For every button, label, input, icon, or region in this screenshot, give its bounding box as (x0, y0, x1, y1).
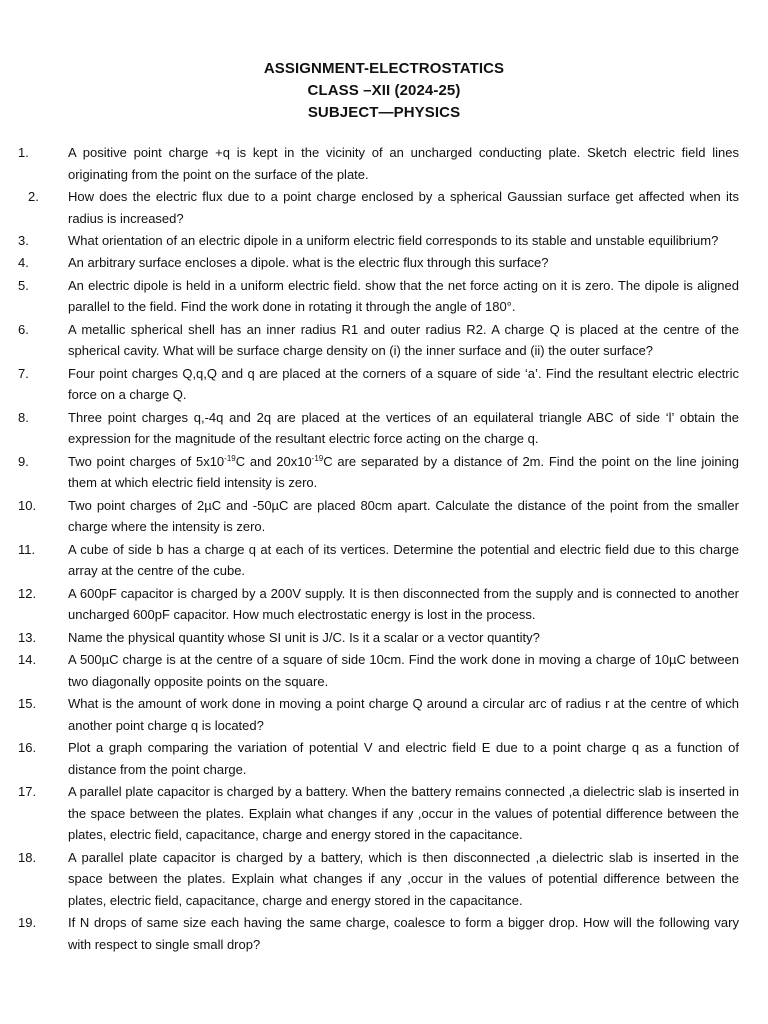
question-number: 14. (18, 651, 37, 667)
question-text: A parallel plate capacitor is charged by a battery. When the battery remains connected ,a dielectric slab is inserted in the space between the plates. Explain what changes if any ,occur in the values of potential difference between the plates, electric field, capacitance, charge and energy stored in the capacitance. (68, 783, 739, 843)
question-number: 16. (18, 739, 37, 755)
question-text: How does the electric flux due to a point charge enclosed by a spherical Gaussian surface get affected when its radius is increased? (68, 189, 739, 226)
assignment-title: ASSIGNMENT-ELECTROSTATICS (263, 60, 505, 77)
question-text (68, 451, 739, 494)
question-item-8 (0, 407, 768, 450)
question-text: Four point charges Q,q,Q and q are placed at the corners of a square of side ‘a’. Find the resultant electric electric force on a charge Q. (68, 365, 739, 403)
question-number: 6. (18, 321, 29, 337)
question-list (0, 142, 768, 956)
question-text: If N drops of same size each having the same charge, coalesce to form a bigger drop. How will the following vary with respect to single small drop? (68, 915, 739, 952)
question-item-10 (0, 495, 768, 538)
question-item-7 (0, 363, 768, 406)
question-text: An electric dipole is held in a uniform electric field. show that the net force acting on it is zero. The dipole is aligned parallel to the field. Find the work done in rotating it through the angle of 180°. (68, 277, 739, 315)
question-number: 18. (18, 849, 37, 865)
question-text: Two point charges of 2µC and -50µC are placed 80cm apart. Calculate the distance of the point from the smaller charge where the intensity is zero. (68, 497, 739, 535)
question-item-2 (0, 186, 768, 229)
question-text: Plot a graph comparing the variation of potential V and electric field E due to a point charge q as a function of distance from the point charge. (68, 739, 739, 777)
question-item-4 (0, 252, 768, 274)
question-number: 19. (18, 915, 37, 931)
question-text: A cube of side b has a charge q at each of its vertices. Determine the potential and electric field due to this charge array at the centre of the cube. (68, 541, 739, 579)
question-text: Three point charges q,-4q and 2q are placed at the vertices of an equilateral triangle ABC of side ‘l’ obtain the expression for the magnitude of the resultant electric force acting on the charge q. (68, 409, 739, 447)
document-header (0, 58, 768, 124)
question-item-19 (0, 912, 768, 955)
question-number: 1. (18, 145, 29, 160)
question-item-15 (0, 693, 768, 736)
question-item-14 (0, 649, 768, 692)
question-number: 13. (18, 629, 37, 645)
question-text: A positive point charge +q is kept in the vicinity of an uncharged conducting plate. Sketch electric field lines originating from the point on the surface of the plate. (68, 145, 739, 182)
question-item-17 (0, 781, 768, 846)
question-item-9 (0, 451, 768, 494)
question-number: 5. (18, 277, 29, 293)
exponent: -19 (311, 453, 324, 463)
question-number: 10. (18, 497, 37, 513)
question-number: 12. (18, 585, 37, 601)
question-item-6 (0, 319, 768, 362)
question-text-part: C are separated by a distance of 2m. Find the point on the line joining them at which electric field intensity is zero. (68, 453, 740, 491)
question-text-part: C and 20x10 (235, 453, 312, 469)
question-number: 8. (18, 409, 29, 425)
question-text: An arbitrary surface encloses a dipole. what is the electric flux through this surface? (68, 255, 549, 271)
question-text: What is the amount of work done in moving a point charge Q around a circular arc of radius r at the centre of which another point charge q is located? (68, 695, 739, 733)
question-text: What orientation of an electric dipole in a uniform electric field corresponds to its stable and unstable equilibrium? (68, 233, 719, 248)
question-item-12 (0, 583, 768, 626)
question-text: A 600pF capacitor is charged by a 200V supply. It is then disconnected from the supply and is connected to another uncharged 600pF capacitor. How much electrostatic energy is lost in the process. (68, 585, 739, 623)
question-number: 3. (18, 233, 29, 248)
subject-line: SUBJECT—PHYSICS (307, 104, 461, 121)
question-item-11 (0, 539, 768, 582)
class-line: CLASS –XII (2024-25) (307, 82, 461, 99)
exponent: -19 (224, 453, 236, 463)
question-item-5 (0, 275, 768, 318)
question-item-13 (0, 627, 768, 649)
question-item-3 (0, 230, 768, 252)
question-text: A parallel plate capacitor is charged by a battery, which is then disconnected ,a dielectric slab is inserted in the space between the plates. Explain what changes if any ,occur in the values of potential difference between the plates, electric field, capacitance, charge and energy stored in the capacitance. (68, 849, 739, 908)
question-number: 17. (18, 783, 37, 799)
question-item-18 (0, 847, 768, 912)
question-item-16 (0, 737, 768, 780)
question-number: 2. (28, 189, 39, 204)
question-text: A metallic spherical shell has an inner radius R1 and outer radius R2. A charge Q is placed at the centre of the spherical cavity. What will be surface charge density on (i) the inner surface and (ii) the outer surface? (68, 321, 739, 359)
question-text: A 500µC charge is at the centre of a square of side 10cm. Find the work done in moving a charge of 10µC between two diagonally opposite points on the square. (68, 651, 739, 689)
question-item-1 (0, 142, 768, 185)
question-number: 9. (18, 453, 29, 469)
question-number: 15. (18, 695, 37, 711)
question-text: Name the physical quantity whose SI unit is J/C. Is it a scalar or a vector quantity? (68, 629, 540, 645)
question-text-part: Two point charges of 5x10 (68, 453, 225, 469)
question-number: 11. (18, 541, 36, 557)
question-number: 7. (18, 365, 29, 381)
question-number: 4. (18, 255, 29, 271)
